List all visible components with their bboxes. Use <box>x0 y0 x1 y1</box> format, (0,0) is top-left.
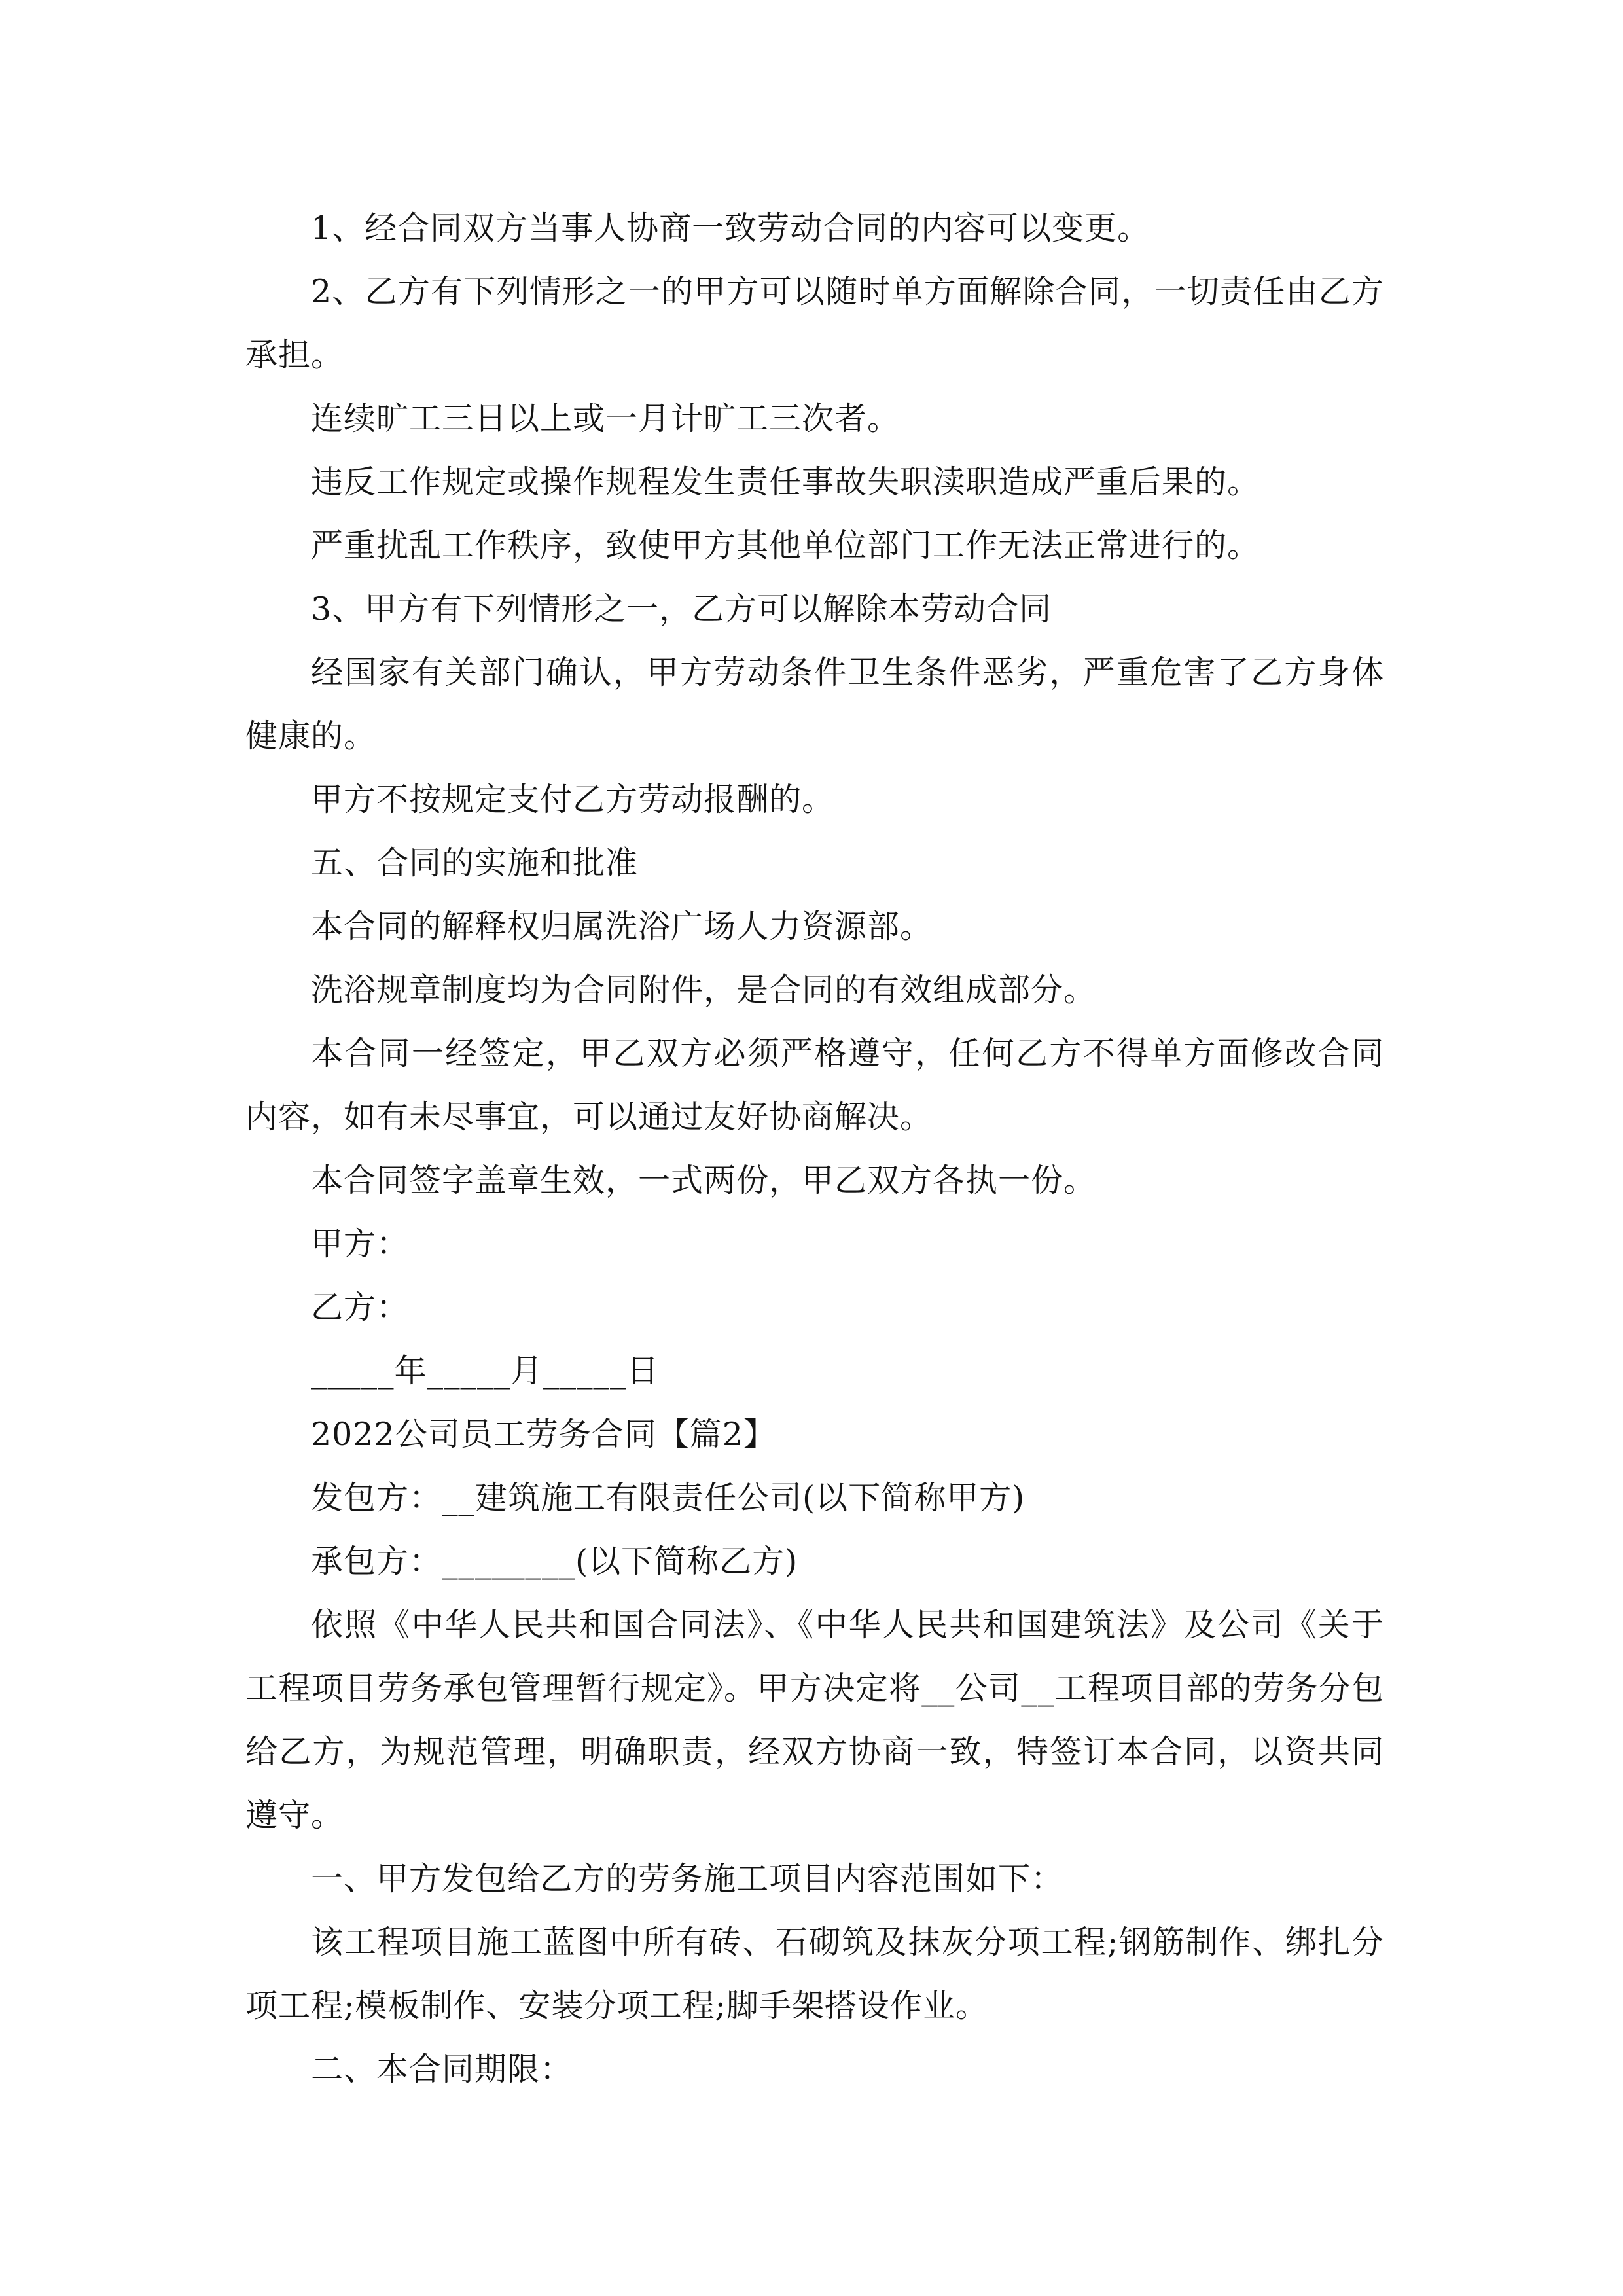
subcontractor-line: 承包方：________(以下简称乙方) <box>311 1543 798 1580</box>
paragraph: 甲方不按规定支付乙方劳动报酬的。 <box>311 781 835 818</box>
section-heading: 五、合同的实施和批准 <box>311 844 639 882</box>
paragraph: 该工程项目施工蓝图中所有砖、石砌筑及抹灰分项工程;钢筋制作、绑扎分项工程;模板制作、安装分项工程;脚手架搭设作业。 <box>245 1924 1384 2024</box>
paragraph: 严重扰乱工作秩序，致使甲方其他单位部门工作无法正常进行的。 <box>311 527 1260 564</box>
contractor-line: 发包方：__建筑施工有限责任公司(以下简称甲方) <box>311 1479 1026 1516</box>
paragraph: 经国家有关部门确认，甲方劳动条件卫生条件恶劣，严重危害了乙方身体健康的。 <box>245 654 1384 755</box>
party-b-signature-line: 乙方： <box>311 1289 410 1326</box>
paragraph: 违反工作规定或操作规程发生责任事故失职渎职造成严重后果的。 <box>311 463 1260 501</box>
paragraph: 3、甲方有下列情形之一，乙方可以解除本劳动合同 <box>311 590 1052 628</box>
paragraph: 2、乙方有下列情形之一的甲方可以随时单方面解除合同，一切责任由乙方承担。 <box>245 273 1384 374</box>
paragraph: 本合同的解释权归属洗浴广场人力资源部。 <box>311 908 933 945</box>
contract-title: 2022公司员工劳务合同【篇2】 <box>311 1416 776 1453</box>
section-heading: 一、甲方发包给乙方的劳务施工项目内容范围如下： <box>311 1860 1064 1897</box>
paragraph: 1、经合同双方当事人协商一致劳动合同的内容可以变更。 <box>311 209 1150 247</box>
document-body <box>245 196 1384 2101</box>
paragraph: 本合同一经签定，甲乙双方必须严格遵守，任何乙方不得单方面修改合同内容，如有未尽事宜，可以通过友好协商解决。 <box>245 1035 1384 1136</box>
paragraph: 洗浴规章制度均为合同附件，是合同的有效组成部分。 <box>311 971 1097 1009</box>
section-heading: 二、本合同期限： <box>311 2051 573 2088</box>
paragraph: 依照《中华人民共和国合同法》、《中华人民共和国建筑法》及公司《关于工程项目劳务承包管理暂行规定》。甲方决定将__公司__工程项目部的劳务分包给乙方，为规范管理，明确职责，经双方协商一致，特签订本合同，以资共同遵守。 <box>245 1606 1384 1834</box>
party-a-signature-line: 甲方： <box>311 1225 410 1263</box>
paragraph: 本合同签字盖章生效，一式两份，甲乙双方各执一份。 <box>311 1162 1097 1199</box>
paragraph: 连续旷工三日以上或一月计旷工三次者。 <box>311 400 901 437</box>
date-line: _____年_____月_____日 <box>311 1352 660 1390</box>
